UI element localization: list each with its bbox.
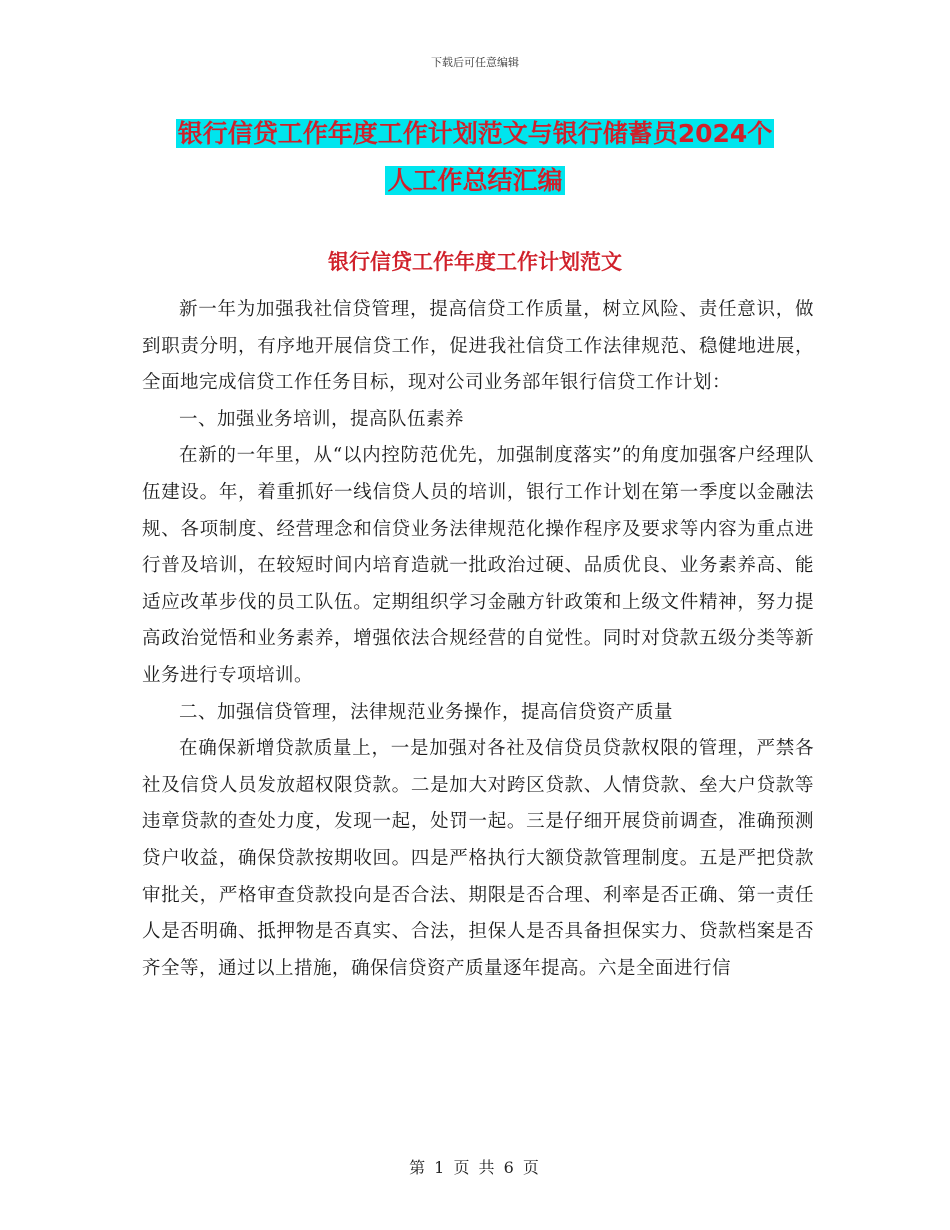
document-body	[142, 292, 814, 987]
paragraph-intro: 新一年为加强我社信贷管理，提高信贷工作质量，树立风险、责任意识，做到职责分明，有序地开展信贷工作，促进我社信贷工作法律规范、稳健地进展，全面地完成信贷工作任务目标，现对公司业务部年银行信贷工作计划：	[142, 299, 814, 394]
document-title-line-1: 银行信贷工作年度工作计划范文与银行储蓄员2024个	[177, 119, 773, 148]
paragraph-training: 在新的一年里，从“以内控防范优先，加强制度落实”的角度加强客户经理队伍建设。年，着重抓好一线信贷人员的培训，银行工作计划在第一季度以金融法规、各项制度、经营理念和信贷业务法律规范化操作程序及要求等内容为重点进行普及培训，在较短时间内培育造就一批政治过硬、品质优良、业务素养高、能适应改革步伐的员工队伍。定期组织学习金融方针政策和上级文件精神，努力提高政治觉悟和业务素养，增强依法合规经营的自觉性。同时对贷款五级分类等新业务进行专项培训。	[142, 445, 814, 686]
page-number: 第 1 页 共 6 页	[409, 1158, 541, 1177]
paragraph-heading-2: 二、加强信贷管理，法律规范业务操作，提高信贷资产质量	[179, 701, 674, 723]
document-title-line-2: 人工作总结汇编	[387, 166, 563, 195]
header-note: 下载后可任意编辑	[431, 56, 519, 69]
document-title	[0, 110, 950, 204]
paragraph-heading-1: 一、加强业务培训，提高队伍素养	[179, 408, 465, 430]
section-title: 银行信贷工作年度工作计划范文	[328, 250, 622, 274]
paragraph-credit-management: 在确保新增贷款质量上，一是加强对各社及信贷员贷款权限的管理，严禁各社及信贷人员发放超权限贷款。二是加大对跨区贷款、人情贷款、垒大户贷款等违章贷款的查处力度，发现一起，处罚一起。三是仔细开展贷前调查，准确预测贷户收益，确保贷款按期收回。四是严格执行大额贷款管理制度。五是严把贷款审批关，严格审查贷款投向是否合法、期限是否合理、利率是否正确、第一责任人是否明确、抵押物是否真实、合法，担保人是否具备担保实力、贷款档案是否齐全等，通过以上措施，确保信贷资产质量逐年提高。六是全面进行信	[142, 738, 814, 979]
